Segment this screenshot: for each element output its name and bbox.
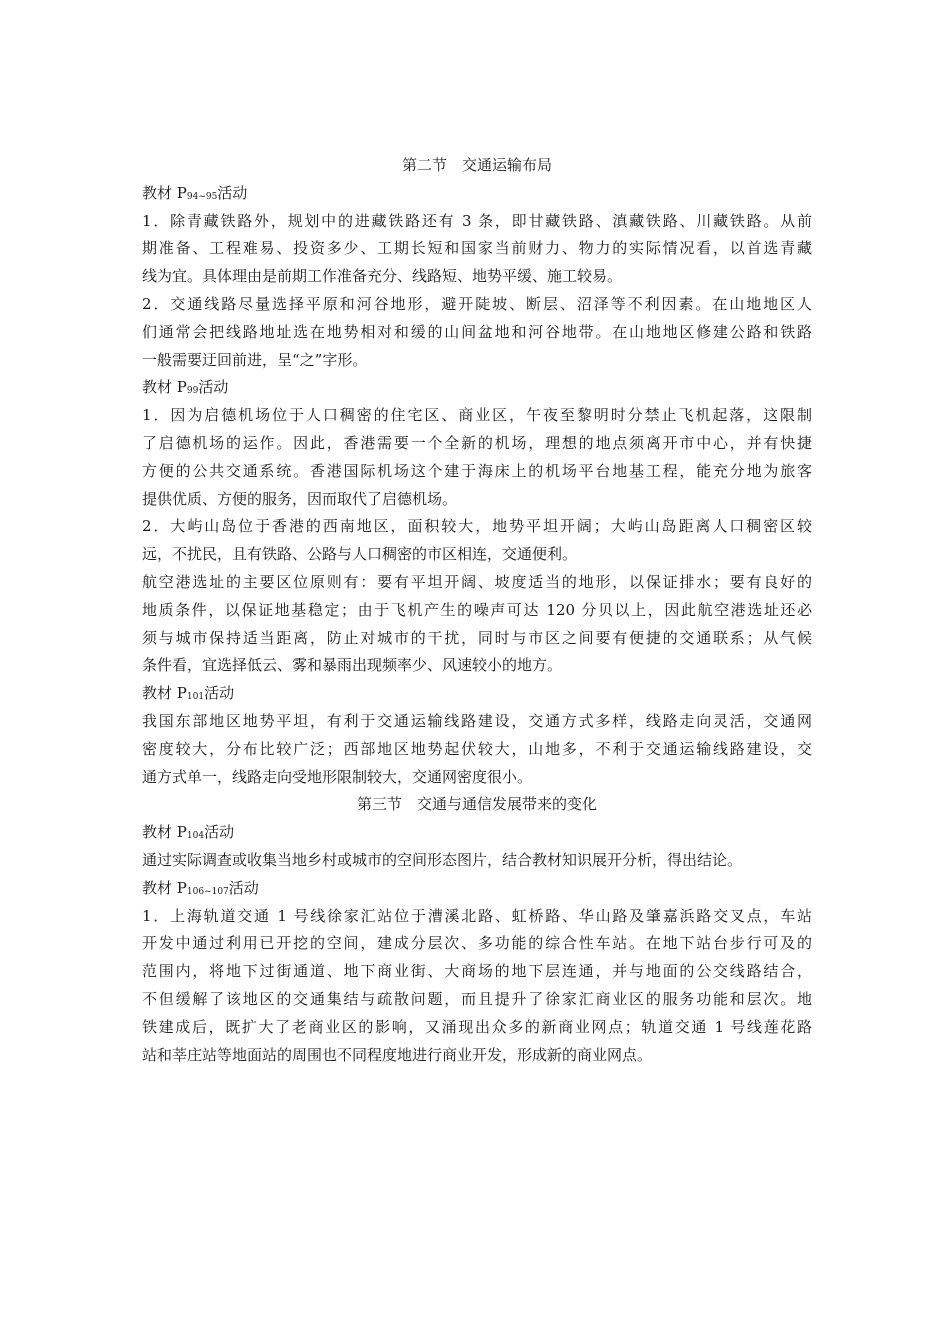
paragraph-line: 1．因为启德机场位于人口稠密的住宅区、商业区，午夜至黎明时分禁止飞机起落，这限制 [142,406,812,425]
paragraph-line: 我国东部地区地势平坦，有利于交通运输线路建设，交通方式多样，线路走向灵活，交通网 [142,711,812,730]
paragraph-line: 开发中通过利用已开挖的空间，建成分层次、多功能的综合性车站。在地下站台步行可及的 [142,934,812,953]
paragraph-line: 条件看，宜选择低云、雾和暴雨出现频率少、风速较小的地方。 [142,656,563,675]
paragraph-line: 密度较大，分布比较广泛；西部地区地势起伏较大，山地多，不利于交通运输线路建设，交 [142,739,812,758]
paragraph-line: 方便的公共交通系统。香港国际机场这个建于海床上的机场平台地基工程，能充分地为旅客 [142,461,812,480]
paragraph-line: 航空港选址的主要区位原则有：要有平坦开阔、坡度适当的地形，以保证排水；要有良好的 [142,572,812,591]
paragraph-line: 期准备、工程难易、投资多少、工期长短和国家当前财力、物力的实际情况看，以首选青藏 [142,239,812,258]
paragraph-line: 不但缓解了该地区的交通集结与疏散问题，而且提升了徐家汇商业区的服务功能和层次。地 [142,989,812,1008]
activity-label: 教材 $P_{94\sim 95}$活动 [142,183,248,202]
paragraph-line: 2．大屿山岛位于香港的西南地区，面积较大，地势平坦开阔；大屿山岛距离人口稠密区较 [142,517,812,536]
paragraph-line: 铁建成后，既扩大了老商业区的影响，又涌现出众多的新商业网点；轨道交通 1 号线莲花路 [142,1017,812,1036]
paragraph-line: 须与城市保持适当距离，防止对城市的干扰，同时与市区之间要有便捷的交通联系；从气候 [142,628,812,647]
paragraph-line: 1．除青藏铁路外，规划中的进藏铁路还有 3 条，即甘藏铁路、滇藏铁路、川藏铁路。从前 [142,211,812,230]
paragraph-line: 通过实际调查或收集当地乡村或城市的空间形态图片，结合教材知识展开分析，得出结论。 [142,850,743,869]
paragraph-line: 地质条件，以保证地基稳定；由于飞机产生的噪声可达 120 分贝以上，因此航空港选址还必 [142,600,812,619]
paragraph-line: 2．交通线路尽量选择平原和河谷地形，避开陡坡、断层、沼泽等不利因素。在山地地区人 [142,294,812,313]
paragraph-line: 范围内，将地下过街通道、地下商业街、大商场的地下层连通，并与地面的公交线路结合， [142,962,812,981]
section-heading: 第三节 交通与通信发展带来的变化 [356,795,597,814]
document-body [142,152,812,1069]
activity-label: 教材 $P_{101}$活动 [142,684,235,703]
paragraph-line: 1．上海轨道交通 1 号线徐家汇站位于漕溪北路、虹桥路、华山路及肇嘉浜路交叉点，车站 [142,906,812,925]
paragraph-line: 们通常会把线路地址选在地势相对和缓的山间盆地和河谷地带。在山地地区修建公路和铁路 [142,322,812,341]
paragraph-line: 站和莘庄站等地面站的周围也不同程度地进行商业开发，形成新的商业网点。 [142,1045,653,1064]
activity-label: 教材 $P_{99}$活动 [142,378,229,397]
paragraph-line: 提供优质、方便的服务，因而取代了启德机场。 [142,489,458,508]
paragraph-line: 线为宜。具体理由是前期工作准备充分、线路短、地势平缓、施工较易。 [142,267,623,286]
section-heading: 第二节 交通运输布局 [401,156,552,174]
paragraph-line: 一般需要迂回前进，呈“之”字形。 [142,350,368,369]
paragraph-line: 通方式单一，线路走向受地形限制较大，交通网密度很小。 [142,767,533,786]
paragraph-line: 了启德机场的运作。因此，香港需要一个全新的机场，理想的地点须离开市中心，并有快捷 [142,433,812,452]
paragraph-line: 远，不扰民，且有铁路、公路与人口稠密的市区相连，交通便利。 [142,545,578,564]
activity-label: 教材 $P_{106\sim 107}$活动 [142,878,259,897]
activity-label: 教材 $P_{104}$活动 [142,823,235,842]
